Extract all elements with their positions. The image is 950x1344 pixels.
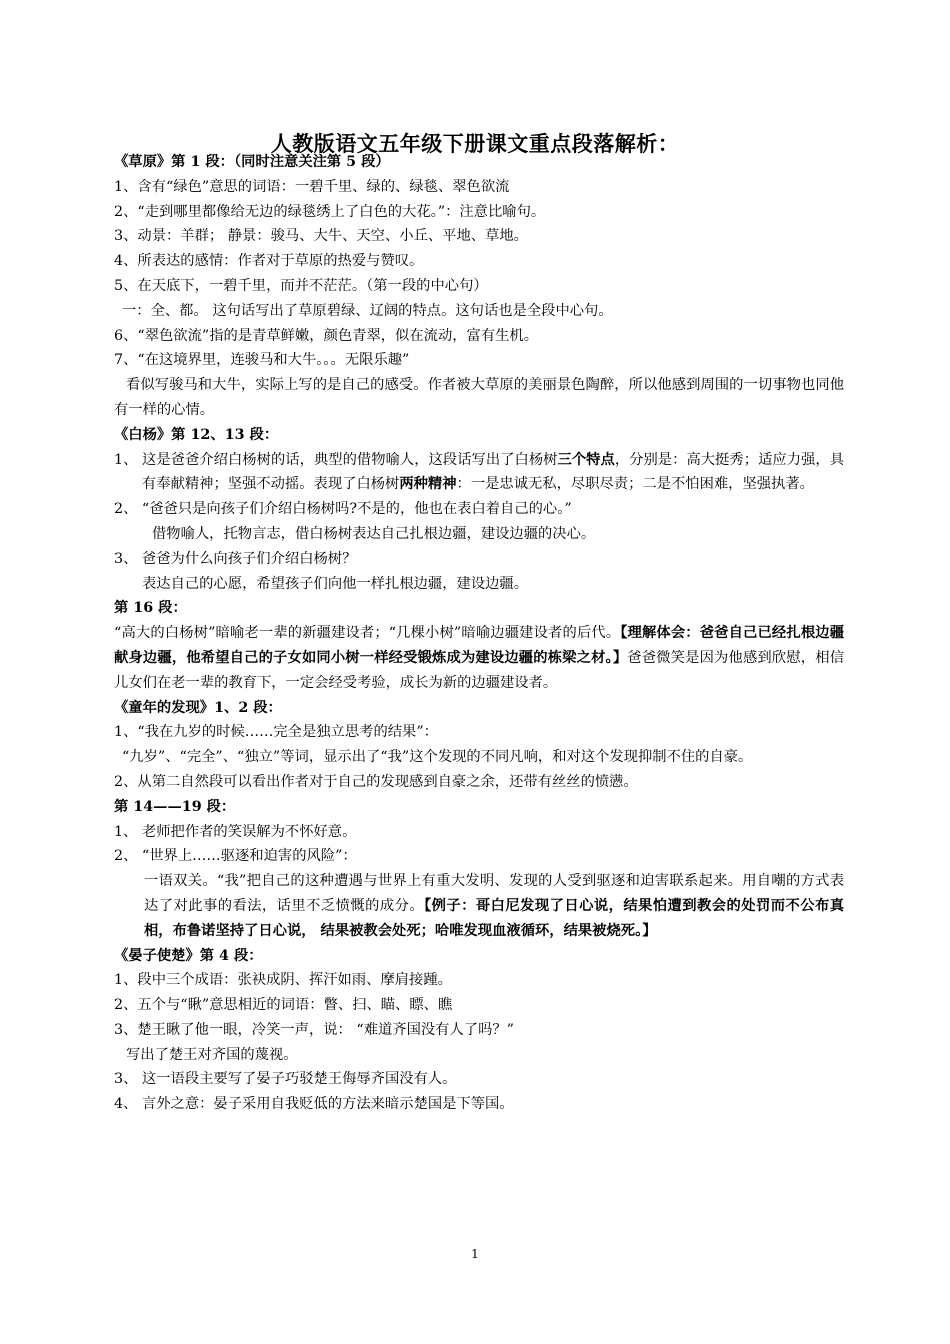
text-line: 6、“翠色欲流”指的是青草鲜嫩，颜色青翠，似在流动，富有生机。 xyxy=(114,327,539,344)
text-line: 借物喻人，托物言志，借白杨树表达自己扎根边疆，建设边疆的决心。 xyxy=(152,525,596,542)
section-heading-para16: 第 16 段： xyxy=(114,600,187,617)
emphasis-text: 【理解体会：爸爸自己已经扎根边疆献身边疆，他希望自己的子女如同小树一样经受锻炼成为建设边疆的栋梁之材。】 xyxy=(114,625,844,666)
text-paragraph: 看似写骏马和大牛，实际上写的是自己的感受。作者被大草原的美丽景色陶醉，所以他感到周围的一切事物也同他有一样的心情。 xyxy=(114,377,844,418)
text-line: 7、“在这境界里，连骏马和大牛。。。无限乐趣” xyxy=(114,352,410,369)
section-heading-tongnian: 《童年的发现》1、2 段： xyxy=(114,699,282,716)
text-run: ：一是忠诚无私，尽职尽责；二是不怕困难，坚强执著。 xyxy=(456,476,814,493)
text-paragraph xyxy=(114,448,844,498)
text-run: ，分别是：高大挺秀；适应力强，具有奉献精神；坚强不动摇。表现了白杨树 xyxy=(142,451,845,493)
text-run: 爸爸微笑是因为他感到欣慰，相信儿女们在老一辈的教育下，一定会经受考验，成长为新的边疆建设者。 xyxy=(114,649,844,691)
text-run: 1、 这是爸爸介绍白杨树的话，典型的借物喻人，这段话写出了白杨树 xyxy=(114,451,558,468)
text-line: 3、动景：羊群； 静景：骏马、大牛、天空、小丘、平地、草地。 xyxy=(114,228,528,245)
section-heading-yanzi: 《晏子使楚》第 4 段： xyxy=(114,947,263,964)
text-line: 4、所表达的感情：作者对于草原的热爱与赞叹。 xyxy=(114,253,424,270)
text-line: 3、 这一语段主要写了晏子巧驳楚王侮辱齐国没有人。 xyxy=(114,1071,457,1088)
text-line: 一：全、都。 这句话写出了草原碧绿、辽阔的特点。这句话也是全段中心句。 xyxy=(122,302,613,319)
emphasis-text: 三个特点 xyxy=(557,451,615,468)
text-run: 一语双关。“我”把自己的这种遭遇与世界上有重大发明、发现的人受到驱逐和迫害联系起来。用自嘲的方式表达了对此事的看法，话里不乏愤慨的成分。 xyxy=(144,873,844,914)
text-line: 2、从第二自然段可以看出作者对于自己的发现感到自豪之余，还带有丝丝的愤懑。 xyxy=(114,773,638,790)
section-heading-baiyang: 《白杨》第 12、13 段： xyxy=(114,426,279,443)
text-line: 2、“走到哪里都像给无边的绿毯绣上了白色的大花。”：注意比喻句。 xyxy=(114,203,546,220)
document-title: 人教版语文五年级下册课文重点段落解析： xyxy=(270,131,680,156)
text-line: 1、含有“绿色”意思的词语：一碧千里、绿的、绿毯、翠色欲流 xyxy=(114,178,510,195)
text-paragraph: “九岁”、“完全”、“独立”等词，显示出了“我”这个发现的不同凡响，和对这个发现抑制不住的自豪。 xyxy=(122,749,753,766)
text-line: 1、段中三个成语：张袂成阴、挥汗如雨、摩肩接踵。 xyxy=(114,972,452,989)
text-line: 2、 “爸爸只是向孩子们介绍白杨树吗?不是的，他也在表白着自己的心。” xyxy=(114,501,572,518)
text-line: 2、 “世界上……驱逐和迫害的风险”： xyxy=(114,848,357,865)
text-paragraph xyxy=(114,621,844,695)
text-line: 5、在天底下，一碧千里，而并不茫茫。（第一段的中心句） xyxy=(114,277,488,294)
text-line: 2、五个与“瞅”意思相近的词语：瞥、扫、瞄、瞟、瞧 xyxy=(114,997,453,1014)
text-paragraph xyxy=(114,869,844,943)
section-heading-caoyuan: 《草原》第 1 段：（同时注意关注第 5 段） xyxy=(114,154,390,170)
text-line: 表达自己的心愿，希望孩子们向他一样扎根边疆，建设边疆。 xyxy=(142,575,529,592)
emphasis-text: 【例子：哥白尼发现了日心说，结果怕遭到教会的处罚而不公布真相，布鲁诺坚持了日心说， 结果被教会处死；哈唯发现血液循环，结果被烧死。】 xyxy=(144,897,844,939)
text-line: 1、“我在九岁的时候……完全是独立思考的结果”： xyxy=(114,724,438,741)
document-body xyxy=(114,150,844,1117)
page-number: 1 xyxy=(471,1247,479,1261)
text-line: 3、 爸爸为什么向孩子们介绍白杨树？ xyxy=(114,550,357,567)
text-line: 1、 老师把作者的笑误解为不怀好意。 xyxy=(114,823,357,840)
section-heading-para14-19: 第 14——19 段： xyxy=(114,798,236,815)
text-line: 3、楚王瞅了他一眼，冷笑一声，说： “难道齐国没有人了吗？” xyxy=(114,1021,514,1038)
text-line: 写出了楚王对齐国的蔑视。 xyxy=(126,1046,298,1063)
text-line: 4、 言外之意：晏子采用自我贬低的方法来暗示楚国是下等国。 xyxy=(114,1096,514,1113)
text-run: “高大的白杨树”暗喻老一辈的新疆建设者；“几棵小树”暗喻边疆建设者的后代。 xyxy=(114,625,621,642)
emphasis-text: 两种精神 xyxy=(399,476,457,493)
